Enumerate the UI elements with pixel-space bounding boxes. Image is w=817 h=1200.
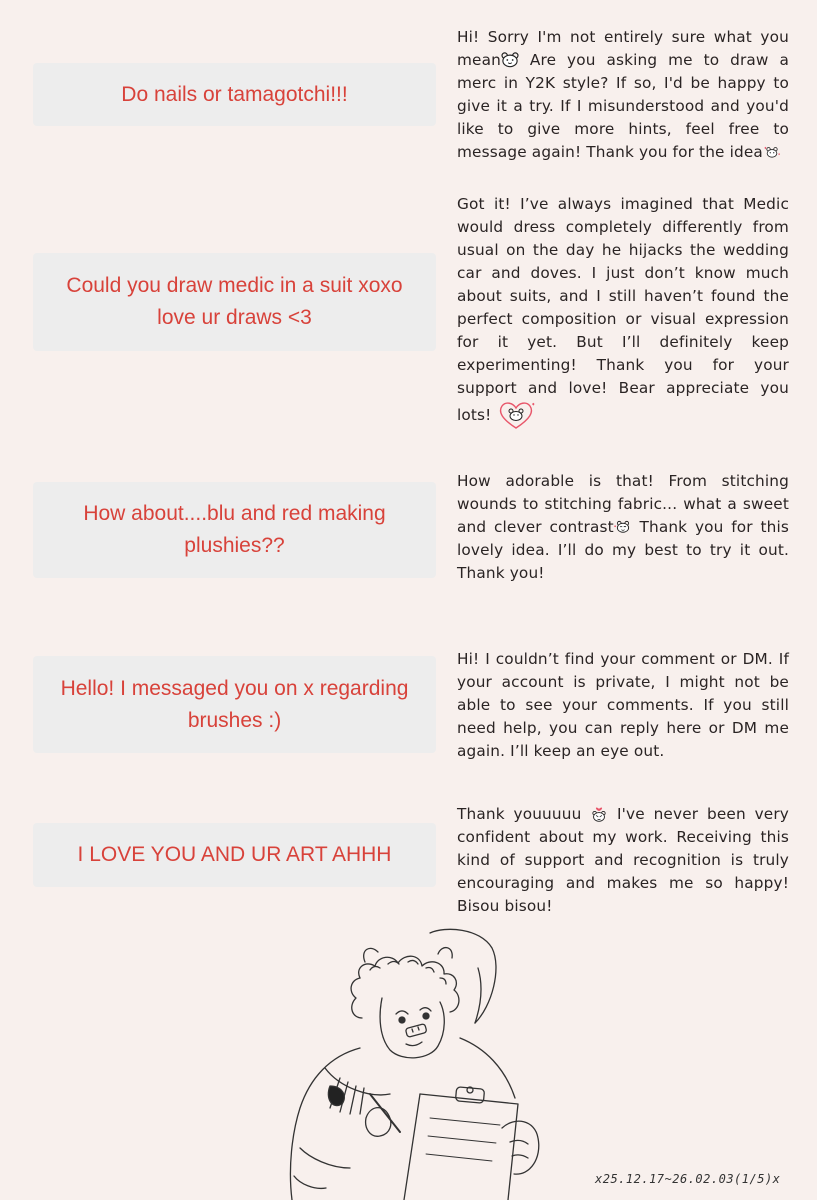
- bear-face-icon: [590, 806, 608, 822]
- signature: x25.12.17~26.02.03(1/5)x: [595, 1172, 781, 1186]
- question-text: How about....blu and red making plushies??: [83, 502, 386, 557]
- question-box: [33, 63, 436, 126]
- bear-face-icon: [501, 52, 519, 68]
- answer-text: Thank youuuuu I've never been very confident about my work. Receiving this kind of support and recognition is truly encouraging and makes me so happy! Bisou bisou!: [457, 805, 789, 915]
- question-box: [33, 253, 436, 351]
- question-box: [33, 482, 436, 578]
- answer-text: How adorable is that! From stitching wounds to stitching fabric... what a sweet and clever contrast Thank you for this lovely idea. I’ll do my best to try it out. Thank you!: [457, 472, 789, 582]
- bear-face-icon: [763, 144, 781, 160]
- sketch-doodle: [270, 918, 600, 1200]
- question-text: Could you draw medic in a suit xoxo love ur draws <3: [66, 274, 403, 329]
- answer-text: Hi! Sorry I'm not entirely sure what you mean Are you asking me to draw a merc in Y2K style? If so, I'd be happy to give it a try. If I misunderstood and you'd like to give more hints, feel free to message again! Thank you for the idea: [457, 28, 789, 161]
- question-text: Do nails or tamagotchi!!!: [121, 82, 348, 106]
- answer-text: Hi! I couldn’t find your comment or DM. If your account is private, I might not be able to see your comments. If you still need help, you can reply here or DM me again. I’ll keep an eye out.: [457, 650, 789, 760]
- question-box: [33, 823, 436, 887]
- question-text: Hello! I messaged you on x regarding brushes :): [60, 676, 409, 732]
- bear-face-icon: [614, 519, 632, 535]
- answer-text: Got it! I’ve always imagined that Medic would dress completely differently from usual on the day he hijacks the wedding car and doves. I just don’t know much about suits, and I still haven’t found the perfect composition or visual expression for it yet. But I’ll definitely keep experimenting! Thank you for your support and love! Bear appreciate you lots!: [457, 193, 789, 430]
- question-box: [33, 656, 436, 753]
- heart-icon: [496, 400, 536, 430]
- question-text: I LOVE YOU AND UR ART AHHH: [77, 843, 392, 866]
